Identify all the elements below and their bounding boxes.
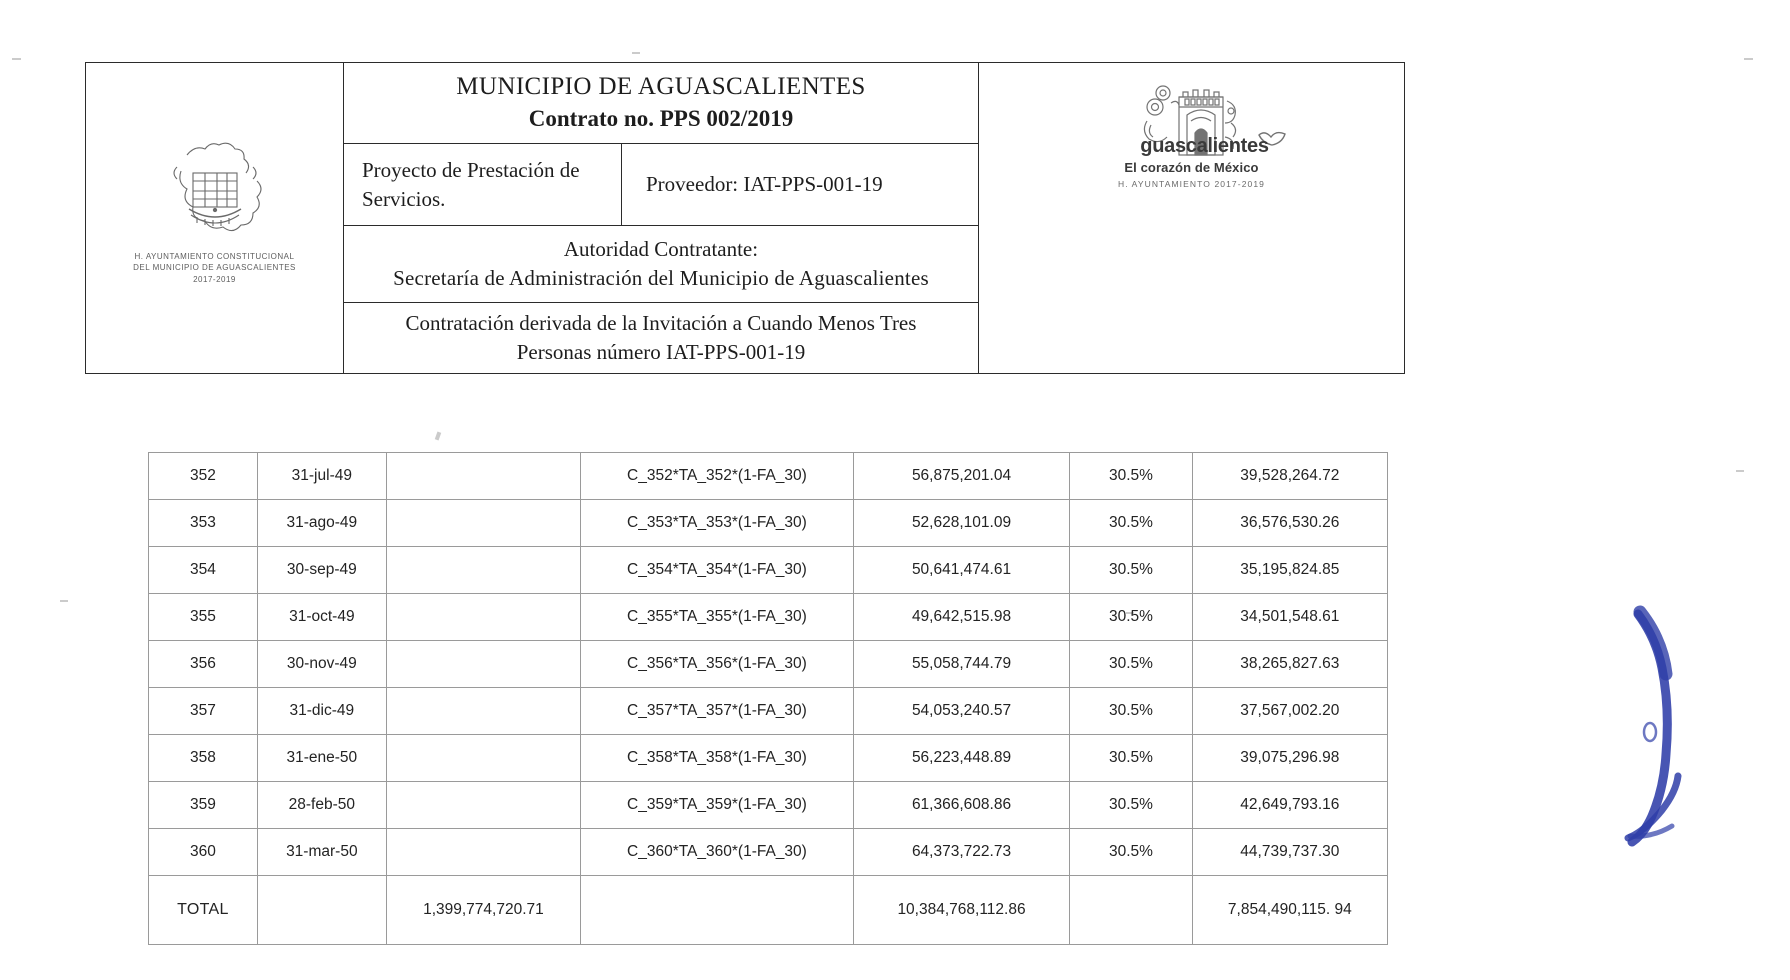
- provider-label: Proveedor: IAT-PPS-001-19: [646, 172, 883, 197]
- cell-pago-mensual: 64,373,722.73: [853, 829, 1069, 876]
- cell-porcentaje: 30.5%: [1070, 453, 1192, 500]
- cell-periodo: 358: [149, 735, 258, 782]
- emblem-caption-line-3: 2017-2019: [193, 274, 236, 284]
- cell-formula: C_353*TA_353*(1-FA_30): [581, 500, 854, 547]
- cell-pago-mensual: 50,641,474.61: [853, 547, 1069, 594]
- cell-monto-inversion: [386, 594, 580, 641]
- brand-logo-cell: [979, 63, 1404, 373]
- brand-administration: H. AYUNTAMIENTO 2017-2019: [1117, 179, 1266, 189]
- cell-importe: 39,528,264.72: [1192, 453, 1387, 500]
- cell-pago-mensual: 54,053,240.57: [853, 688, 1069, 735]
- cell-formula: C_352*TA_352*(1-FA_30): [581, 453, 854, 500]
- cell-porcentaje: 30.5%: [1070, 594, 1192, 641]
- cell-importe: 44,739,737.30: [1192, 829, 1387, 876]
- cell-formula: C_359*TA_359*(1-FA_30): [581, 782, 854, 829]
- cell-monto-inversion: [386, 641, 580, 688]
- cell-fecha: 31-ago-49: [257, 500, 386, 547]
- table-total-row: [149, 876, 1388, 945]
- cell-periodo: 360: [149, 829, 258, 876]
- total-cell-fecha: [257, 876, 386, 945]
- procurement-line-2: Personas número IAT-PPS-001-19: [516, 340, 806, 365]
- emblem-caption-line-1: H. AYUNTAMIENTO CONSTITUCIONAL: [134, 251, 295, 261]
- cell-formula: C_360*TA_360*(1-FA_30): [581, 829, 854, 876]
- header-project-provider-row: [344, 144, 978, 225]
- cell-porcentaje: 30.5%: [1070, 829, 1192, 876]
- cell-periodo: 359: [149, 782, 258, 829]
- table-row: [149, 594, 1388, 641]
- cell-periodo: 355: [149, 594, 258, 641]
- cell-fecha: 31-jul-49: [257, 453, 386, 500]
- authority-label: Autoridad Contratante:: [563, 236, 759, 261]
- cell-periodo: 353: [149, 500, 258, 547]
- cell-importe: 39,075,296.98: [1192, 735, 1387, 782]
- header-main-column: [344, 63, 979, 373]
- scan-speck: [60, 600, 68, 602]
- cell-importe: 36,576,530.26: [1192, 500, 1387, 547]
- table-row: [149, 829, 1388, 876]
- total-cell-monto-inversion: 1,399,774,720.71: [386, 876, 580, 945]
- table-row: [149, 735, 1388, 782]
- cell-periodo: 354: [149, 547, 258, 594]
- cell-fecha: 31-dic-49: [257, 688, 386, 735]
- header-title-row: [344, 63, 978, 144]
- cell-formula: C_355*TA_355*(1-FA_30): [581, 594, 854, 641]
- cell-porcentaje: 30.5%: [1070, 735, 1192, 782]
- contract-number: Contrato no. PPS 002/2019: [528, 105, 794, 131]
- cell-fecha: 31-mar-50: [257, 829, 386, 876]
- cell-porcentaje: 30.5%: [1070, 500, 1192, 547]
- table-row: [149, 641, 1388, 688]
- municipal-emblem-cell: [86, 63, 344, 373]
- cell-monto-inversion: [386, 829, 580, 876]
- total-cell-formula: [581, 876, 854, 945]
- scan-speck: [435, 432, 441, 441]
- cell-pago-mensual: 52,628,101.09: [853, 500, 1069, 547]
- cell-formula: C_354*TA_354*(1-FA_30): [581, 547, 854, 594]
- table-row: [149, 688, 1388, 735]
- cell-fecha: 31-oct-49: [257, 594, 386, 641]
- cell-monto-inversion: [386, 500, 580, 547]
- cell-fecha: 28-feb-50: [257, 782, 386, 829]
- header-authority-row: [344, 226, 978, 304]
- page-title: MUNICIPIO DE AGUASCALIENTES: [456, 72, 866, 100]
- table-row: [149, 500, 1388, 547]
- cell-monto-inversion: [386, 547, 580, 594]
- coat-of-arms-icon: [167, 137, 263, 241]
- handwritten-pen-mark: [1610, 600, 1730, 860]
- table-row: [149, 782, 1388, 829]
- authority-name: Secretaría de Administración del Municipio de Aguascalientes: [393, 266, 929, 291]
- contract-header-table: [85, 62, 1405, 374]
- cell-formula: C_356*TA_356*(1-FA_30): [581, 641, 854, 688]
- cell-pago-mensual: 56,875,201.04: [853, 453, 1069, 500]
- procurement-line-1: Contratación derivada de la Invitación a Cuando Menos Tres: [405, 310, 917, 335]
- brand-tagline: El corazón de México: [1124, 160, 1259, 175]
- total-cell-pago-mensual: 10,384,768,112.86: [853, 876, 1069, 945]
- cell-pago-mensual: 49,642,515.98: [853, 594, 1069, 641]
- cell-importe: 37,567,002.20: [1192, 688, 1387, 735]
- cell-monto-inversion: [386, 735, 580, 782]
- cell-fecha: 30-sep-49: [257, 547, 386, 594]
- total-cell-importe: 7,854,490,115. 94: [1192, 876, 1387, 945]
- cell-periodo: 352: [149, 453, 258, 500]
- scan-speck: [1744, 58, 1753, 60]
- cell-importe: 42,649,793.16: [1192, 782, 1387, 829]
- cell-fecha: 30-nov-49: [257, 641, 386, 688]
- cell-periodo: 356: [149, 641, 258, 688]
- cell-formula: C_357*TA_357*(1-FA_30): [581, 688, 854, 735]
- cell-porcentaje: 30.5%: [1070, 688, 1192, 735]
- table-row: [149, 547, 1388, 594]
- cell-periodo: 357: [149, 688, 258, 735]
- emblem-caption: [133, 251, 296, 286]
- payment-schedule-body: [149, 453, 1388, 945]
- scan-speck: [1736, 470, 1744, 472]
- cell-pago-mensual: 61,366,608.86: [853, 782, 1069, 829]
- project-label: Proyecto de Prestación de Servicios.: [344, 144, 622, 224]
- brand-wordmark: guascalientes: [1140, 135, 1269, 157]
- aguascalientes-brand: [1077, 81, 1307, 189]
- total-cell-porcentaje: [1070, 876, 1192, 945]
- header-procurement-row: [344, 303, 978, 373]
- cell-porcentaje: 30.5%: [1070, 782, 1192, 829]
- cell-pago-mensual: 55,058,744.79: [853, 641, 1069, 688]
- cell-formula: C_358*TA_358*(1-FA_30): [581, 735, 854, 782]
- table-row: [149, 453, 1388, 500]
- cell-importe: 34,501,548.61: [1192, 594, 1387, 641]
- cell-porcentaje: 30.5%: [1070, 547, 1192, 594]
- total-label: TOTAL: [149, 876, 258, 945]
- cell-porcentaje: 30.5%: [1070, 641, 1192, 688]
- scan-speck: [632, 52, 640, 54]
- payment-schedule-table: [148, 452, 1388, 945]
- cell-fecha: 31-ene-50: [257, 735, 386, 782]
- cell-importe: 35,195,824.85: [1192, 547, 1387, 594]
- cell-pago-mensual: 56,223,448.89: [853, 735, 1069, 782]
- cell-monto-inversion: [386, 782, 580, 829]
- scan-speck: [12, 58, 21, 60]
- cell-monto-inversion: [386, 688, 580, 735]
- cell-monto-inversion: [386, 453, 580, 500]
- cell-importe: 38,265,827.63: [1192, 641, 1387, 688]
- emblem-caption-line-2: DEL MUNICIPIO DE AGUASCALIENTES: [133, 263, 296, 273]
